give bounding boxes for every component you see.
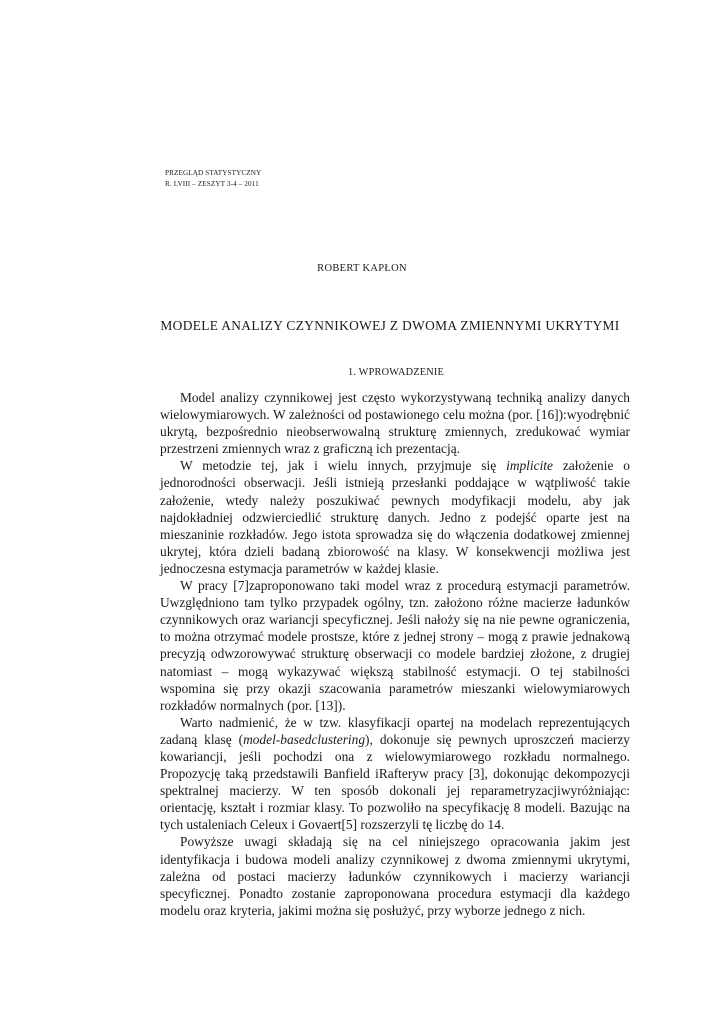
paragraph-2-emphasis: implicite	[506, 458, 553, 474]
paper-title: MODELE ANALIZY CZYNNIKOWEJ Z DWOMA ZMIENNYMI UKRYTYMI	[160, 318, 620, 333]
paragraph-1: Model analizy czynnikowej jest często wykorzystywaną techniką analizy danych wielowymiarowych. W zależności od postawionego celu można (por. [16]):wyodrębnić ukrytą, bezpośrednio nieobserwowalną strukturę zmiennych, zredukować wymiar przestrzeni zmiennych wraz z graficzną ich prezentacją.	[160, 390, 630, 457]
paragraph-4-text-a: Warto nadmienić, że w tzw. klasyfikacji opartej na modelach reprezentujących zadaną klasę (	[160, 714, 630, 747]
journal-name: PRZEGLĄD STATYSTYCZNY	[165, 169, 262, 177]
paragraph-2-text-b: założenie o jednorodności obserwacji. Jeśli istnieją przesłanki poddające w wątpliwość takie założenie, wtedy należy poszukiwać pewnych modyfikacji modelu, aby jak najdokładniej odzwierciedlić strukturę danych. Jedno z podejść oparte jest na mieszaninie rozkładów. Jego istota sprowadza się do włączenia dodatkowej zmiennej ukrytej, która dzieli badaną zbiorowość na klasy. W konsekwencji możliwa jest jednoczesna estymacja parametrów w każdej klasie.	[160, 458, 630, 576]
paragraph-4	[160, 714, 630, 834]
paragraph-2-text-a: W metodzie tej, jak i wielu innych, przyjmuje się	[180, 458, 507, 474]
paragraph-4-emphasis: model-basedclustering	[243, 731, 366, 747]
paragraph-4-text-b: ), dokonuje się pewnych uproszczeń macierzy kowariancji, jeśli pochodzi ona z wielowymiarowego rozkładu normalnego. Propozycję taką przedstawili Banfield iRafteryw pracy [3], dokonując dekompozycji spektralnej macierzy. W ten sposób dokonali jej reparametryzacjiwyróżniając: orientację, kształt i rozmiar klasy. To pozwoliło na specyfikację 8 modeli. Bazując na tych ustaleniach Celeux i Govaert[5] rozszerzyli tę liczbę do 14.	[160, 731, 630, 833]
journal-issue: R. LVIII – ZESZYT 3-4 – 2011	[165, 180, 259, 188]
journal-header	[165, 168, 261, 190]
section-heading: 1. WPROWADZENIE	[347, 367, 445, 378]
paragraph-2	[160, 457, 630, 577]
body-text	[160, 389, 630, 919]
author-name: ROBERT KAPŁON	[317, 263, 407, 274]
paragraph-3: W pracy [7]zaproponowano taki model wraz z procedurą estymacji parametrów. Uwzględniono tam tylko przypadek ogólny, tzn. założono różne macierze ładunków czynnikowych oraz wariancji specyficznej. Jeśli nałoży się na nie pewne ograniczenia, to można otrzymać modele prostsze, które z jednej strony – mogą z prawie jednakową precyzją odwzorowywać strukturę obserwacji co modele bardziej złożone, z drugiej natomiast – mogą wykazywać większą stabilność estymacji. O tej stabilności wspomina się przy okazji szacowania parametrów mieszanki wielowymiarowych rozkładów normalnych (por. [13]).	[160, 578, 630, 713]
paragraph-5: Powyższe uwagi składają się na cel niniejszego opracowania jakim jest identyfikacja i budowa modeli analizy czynnikowej z dwoma zmiennymi ukrytymi, zależna od postaci macierzy ładunków czynnikowych i macierzy wariancji specyficznej. Ponadto zostanie zaproponowana procedura estymacji dla każdego modelu oraz kryteria, jakimi można się posłużyć, przy wyborze jednego z nich.	[160, 834, 630, 918]
